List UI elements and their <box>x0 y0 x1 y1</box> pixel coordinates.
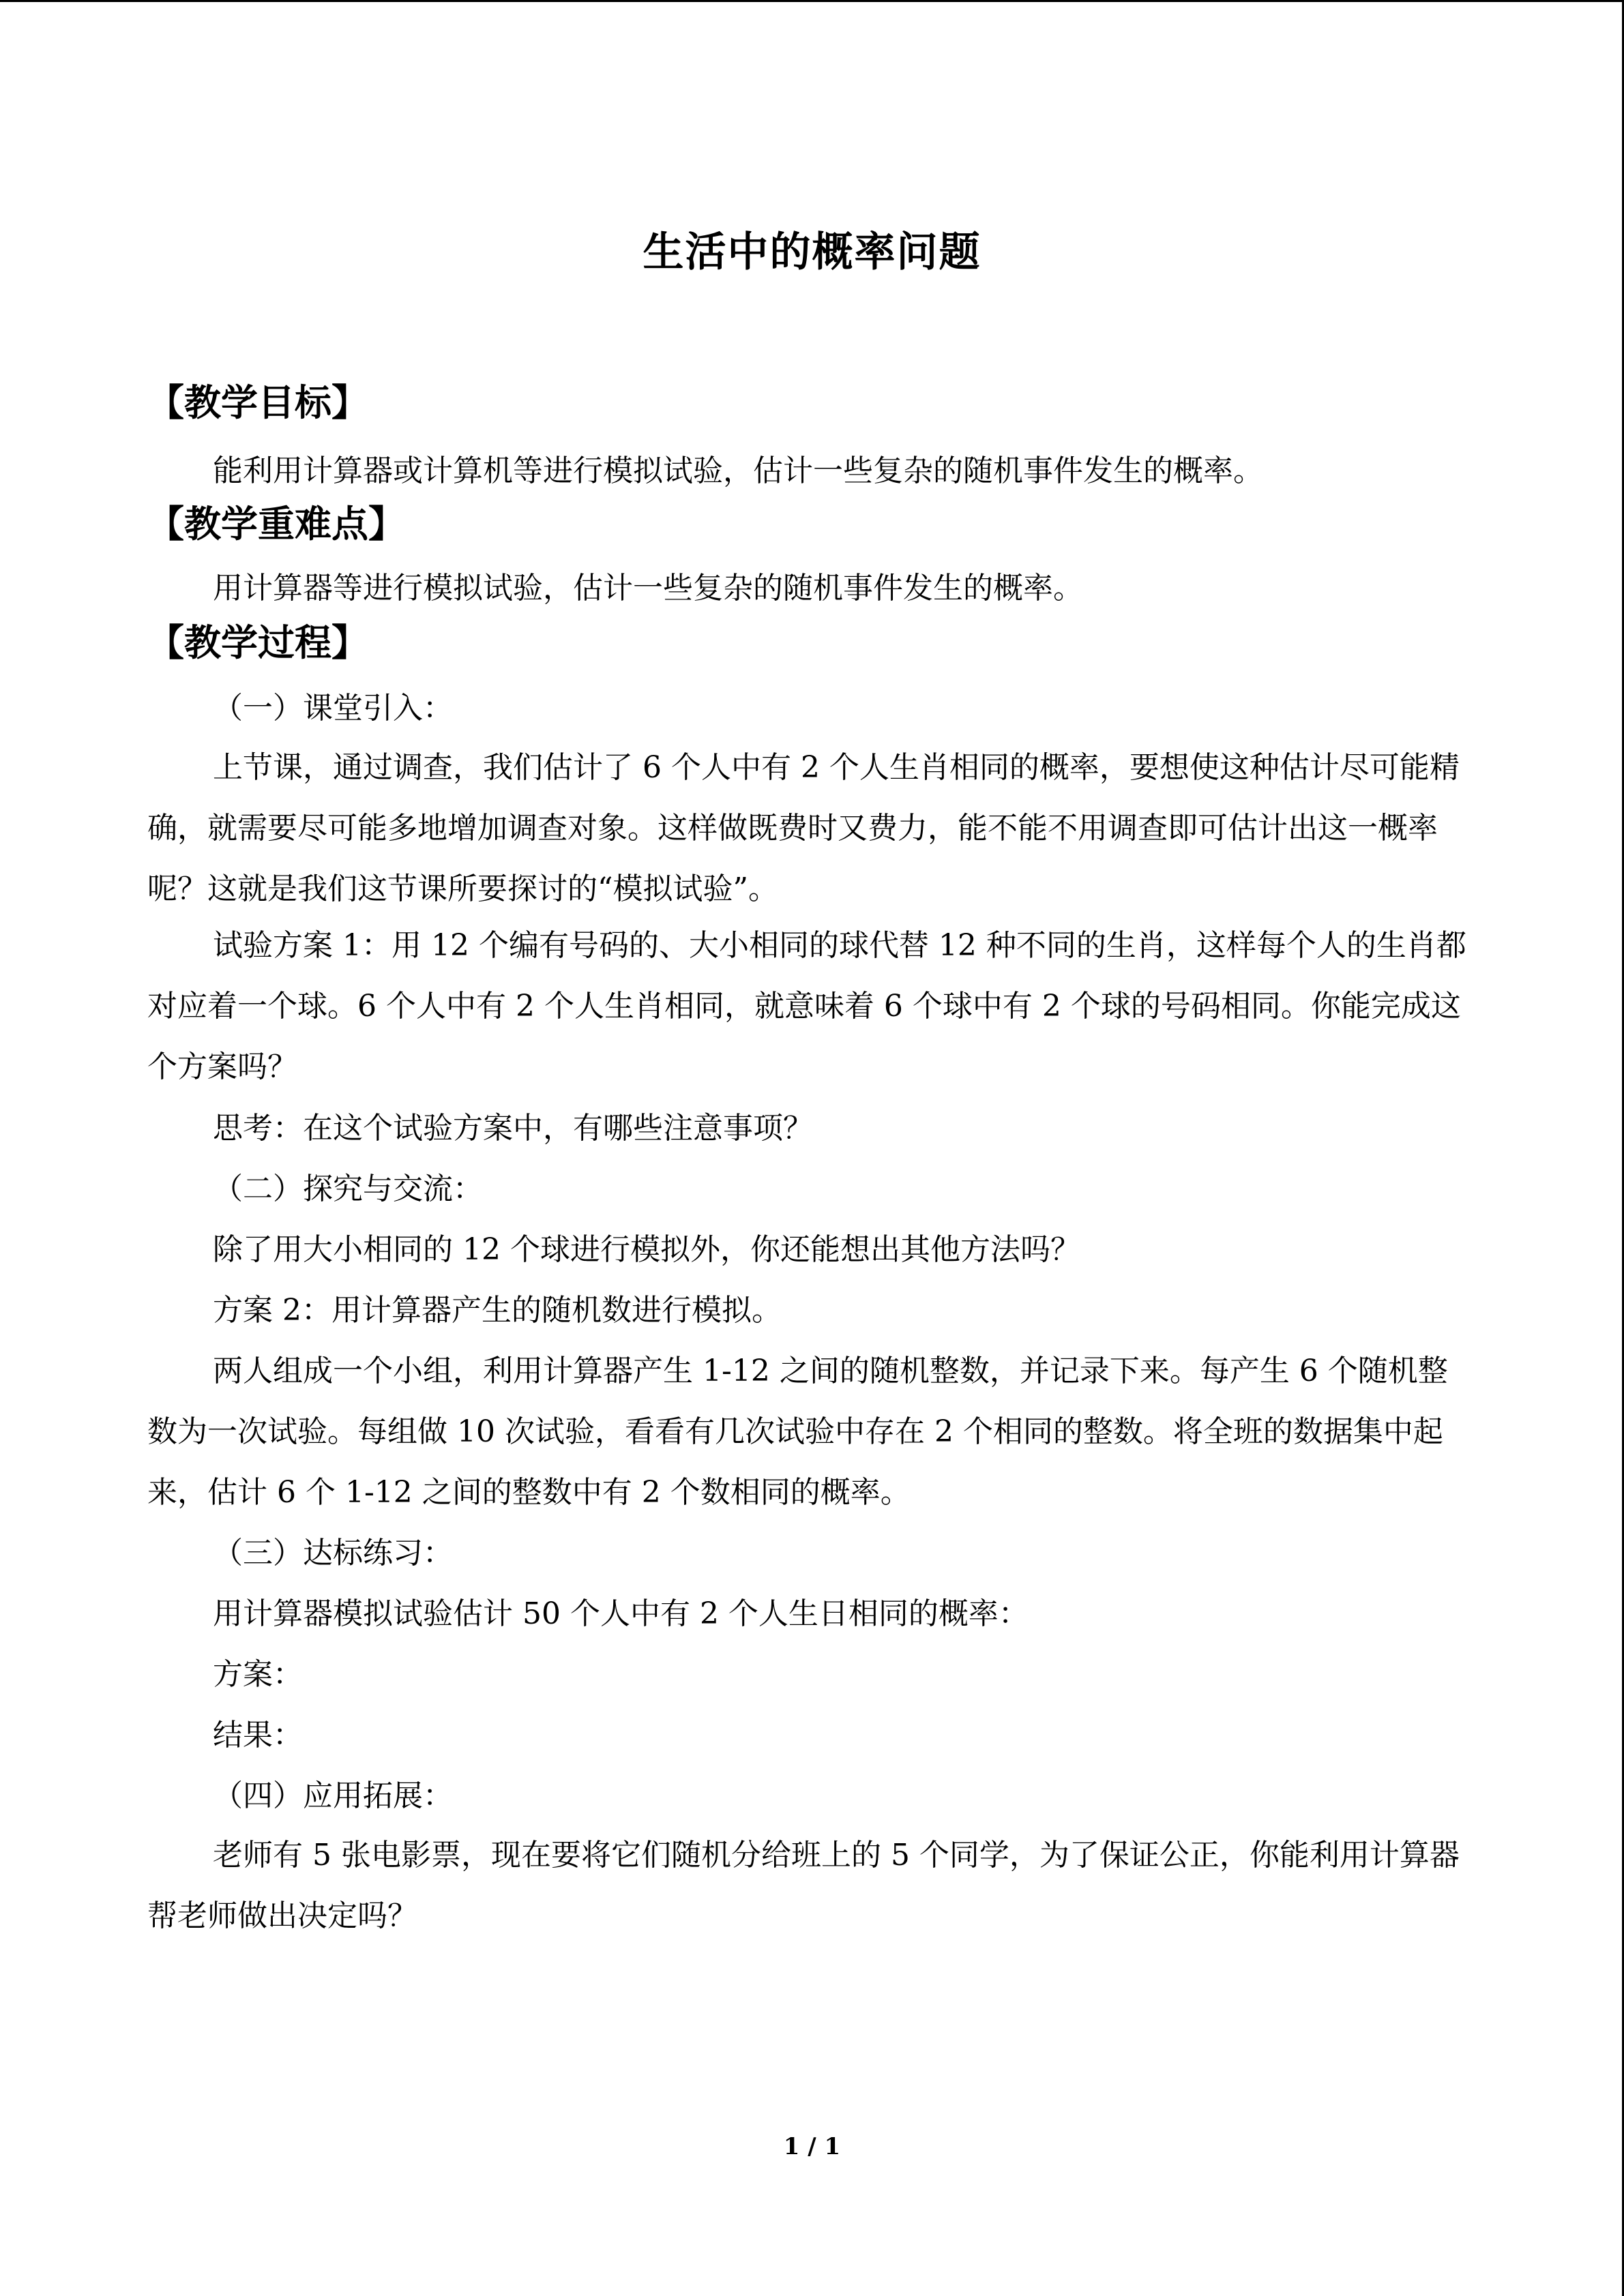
process-paragraph: 用计算器模拟试验估计 50 个人中有 2 个人生日相同的概率： <box>213 1596 1029 1631</box>
process-paragraph: 结果： <box>213 1718 303 1753</box>
process-paragraph: 思考：在这个试验方案中，有哪些注意事项？ <box>213 1111 813 1146</box>
process-paragraph: 老师有 5 张电影票，现在要将它们随机分给班上的 5 个同学，为了保证公正，你能利用计算器帮老师做出决定吗？ <box>147 1838 1460 1933</box>
section-heading-objectives: 【教学目标】 <box>147 381 368 424</box>
process-paragraph: 试验方案 1：用 12 个编有号码的、大小相同的球代替 12 种不同的生肖，这样每个人的生肖都对应着一个球。6 个人中有 2 个人生肖相同，就意味着 6 个球中有 2 个球的号码相同。你能完成这个方案吗？ <box>147 928 1466 1084</box>
objectives-text: 能利用计算器或计算机等进行模拟试验，估计一些复杂的随机事件发生的概率。 <box>213 453 1263 488</box>
process-paragraph: （三）达标练习： <box>213 1536 453 1570</box>
key-points-text: 用计算器等进行模拟试验，估计一些复杂的随机事件发生的概率。 <box>213 571 1083 606</box>
section-heading-process: 【教学过程】 <box>147 621 368 664</box>
process-paragraph: （二）探究与交流： <box>213 1172 483 1206</box>
process-paragraph: 方案 2：用计算器产生的随机数进行模拟。 <box>213 1293 782 1328</box>
process-paragraph: 方案： <box>213 1657 303 1692</box>
process-paragraph: 上节课，通过调查，我们估计了 6 个人中有 2 个人生肖相同的概率，要想使这种估计尽可能精确，就需要尽可能多地增加调查对象。这样做既费时又费力，能不能不用调查即可估计出这一概率呢？这就是我们这节课所要探讨的“模拟试验”。 <box>147 750 1460 906</box>
process-paragraph: 除了用大小相同的 12 个球进行模拟外，你还能想出其他方法吗？ <box>213 1232 1080 1267</box>
page-title: 生活中的概率问题 <box>643 228 981 276</box>
page-number: 1 / 1 <box>783 2133 841 2160</box>
process-paragraph: （一）课堂引入： <box>213 691 453 726</box>
section-heading-key-points: 【教学重难点】 <box>147 503 405 546</box>
process-paragraph: 两人组成一个小组，利用计算器产生 1-12 之间的随机整数，并记录下来。每产生 6 个随机整数为一次试验。每组做 10 次试验，看看有几次试验中存在 2 个相同的整数。将全班的数据集中起来，估计 6 个 1-12 之间的整数中有 2 个数相同的概率。 <box>147 1354 1448 1510</box>
process-paragraph: （四）应用拓展： <box>213 1778 453 1813</box>
